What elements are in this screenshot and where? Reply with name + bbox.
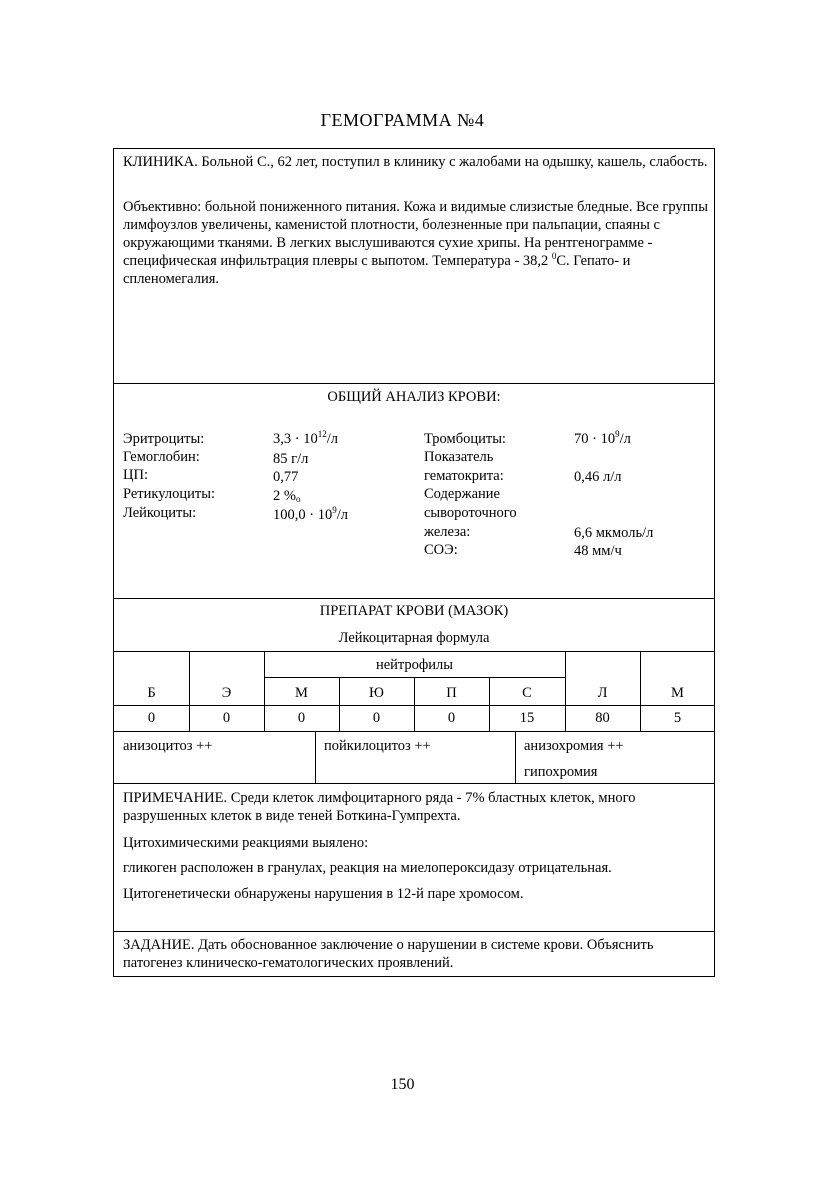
cbc-value-iron: 6,6 мкмоль/л (574, 525, 654, 541)
col-header-basophils: Б (147, 685, 156, 701)
cbc-value-platelets (574, 430, 631, 448)
cbc-label-retic: Ретикулоциты: (123, 486, 215, 502)
note-cytogenetics: Цитогенетически обнаружены нарушения в 12-й паре хромосом. (123, 886, 524, 902)
cbc-label-platelets: Тромбоциты: (424, 431, 506, 447)
col-header-monocytes: М (671, 685, 684, 701)
neutrophils-header: нейтрофилы (375, 657, 454, 673)
col-header-band: П (446, 685, 457, 701)
col-header-myelocytes: М (295, 685, 308, 701)
retic-value-base: 2 % (273, 488, 296, 504)
page-title: ГЕМОГРАММА №4 (320, 110, 485, 130)
cbc-label-hgb: Гемоглобин: (123, 449, 200, 465)
divider-morphology (114, 783, 714, 784)
note-text: ПРИМЕЧАНИЕ. Среди клеток лимфоцитарного ряда - 7% бластных клеток, много разрушенных клеток в виде теней Боткина-Гумпрехта. (123, 790, 636, 824)
col-header-eosinophils: Э (221, 685, 232, 701)
divider-header-values (114, 705, 714, 706)
cbc-label-iron-3: железа: (424, 524, 471, 540)
page-number: 150 (390, 1076, 415, 1093)
cbc-label-iron-1: Содержание (424, 486, 500, 502)
divider-cbc (114, 598, 714, 599)
objective-text: Объективно: больной пониженного питания. Кожа и видимые слизистые бледные. Все группы лимфоузлов увеличены, каменистой плотности, болезненные при пальпации, спаяны с окружающими тканями. В легких выслушиваются сухие хрипы. На рентгенограмме - специфическая инфильтрация плевры с выпотом. (123, 199, 708, 269)
value-basophils: 0 (147, 710, 156, 726)
morph-vline (515, 731, 516, 783)
temperature-prefix: Температура - 38,2 (432, 253, 552, 269)
wbc-value-exp: 9 (332, 505, 337, 515)
divider-formula-bottom (114, 731, 714, 732)
rbc-value-base: 3,3 · 10 (273, 431, 318, 447)
note-cytochem: Цитохимическими реакциями выялено: (123, 835, 369, 851)
divider-clinic (114, 383, 714, 384)
anisochromia-text: анизохромия ++ (524, 738, 624, 754)
cbc-label-iron-2: сывороточного (424, 505, 517, 521)
value-segmented: 15 (519, 710, 535, 726)
cbc-value-hct: 0,46 л/л (574, 469, 622, 485)
value-metamyelocytes: 0 (372, 710, 381, 726)
cbc-value-esr: 48 мм/ч (574, 543, 622, 559)
value-eosinophils: 0 (222, 710, 231, 726)
divider-note (114, 931, 714, 932)
poikilocytosis-text: пойкилоцитоз ++ (324, 738, 431, 754)
col-header-lymphocytes: Л (597, 685, 608, 701)
rbc-value-exp: 12 (317, 429, 327, 439)
cbc-value-ci: 0,77 (273, 469, 299, 485)
value-lymphocytes: 80 (595, 710, 610, 726)
platelets-value-base: 70 · 10 (574, 431, 616, 447)
cbc-label-hct-2: гематокрита: (424, 468, 504, 484)
col-header-metamyelocytes: Ю (369, 685, 384, 701)
cbc-value-wbc (273, 506, 348, 524)
degree-sup: 0 (551, 251, 557, 261)
platelets-value-exp: 9 (615, 429, 620, 439)
note-glycogen: гликоген расположен в гранулах, реакция на миелопероксидазу отрицательная. (123, 860, 612, 876)
value-monocytes: 5 (673, 710, 682, 726)
value-myelocytes: 0 (297, 710, 306, 726)
value-band: 0 (447, 710, 456, 726)
hemogram-frame (113, 148, 715, 977)
platelets-value-unit: /л (619, 431, 631, 447)
clinic-objective (123, 198, 708, 288)
retic-value-permille: о (295, 494, 301, 504)
cbc-value-hgb: 85 г/л (273, 451, 309, 467)
cbc-value-rbc (273, 430, 338, 448)
morph-vline (315, 731, 316, 783)
task-text: ЗАДАНИЕ. Дать обоснованное заключение о нарушении в системе крови. Объяснить патогенез клиническо-гематологических проявлений. (123, 937, 654, 971)
cbc-label-rbc: Эритроциты: (123, 431, 205, 447)
wbc-value-unit: /л (336, 507, 348, 523)
col-header-segmented: С (522, 685, 532, 701)
smear-header: ПРЕПАРАТ КРОВИ (МАЗОК) (319, 603, 509, 619)
cbc-label-esr: СОЭ: (424, 542, 458, 558)
temperature-suffix: С. Гепато- и спленомегалия. (123, 253, 631, 287)
leukocyte-formula-header: Лейкоцитарная формула (338, 630, 490, 646)
divider-formula-top (114, 651, 714, 652)
cbc-label-hct-1: Показатель (424, 449, 494, 465)
cbc-value-retic (273, 487, 300, 505)
cbc-header: ОБЩИЙ АНАЛИЗ КРОВИ: (327, 389, 501, 405)
rbc-value-unit: /л (326, 431, 338, 447)
hypochromia-text: гипохромия (524, 764, 598, 780)
anisocytosis-text: анизоцитоз ++ (123, 738, 213, 754)
wbc-value-base: 100,0 · 10 (273, 507, 333, 523)
clinic-text: КЛИНИКА. Больной С., 62 лет, поступил в клинику с жалобами на одышку, кашель, слабость. (123, 154, 708, 170)
neutrophils-underline (264, 677, 565, 678)
cbc-label-ci: ЦП: (123, 467, 148, 483)
cbc-label-wbc: Лейкоциты: (123, 505, 197, 521)
